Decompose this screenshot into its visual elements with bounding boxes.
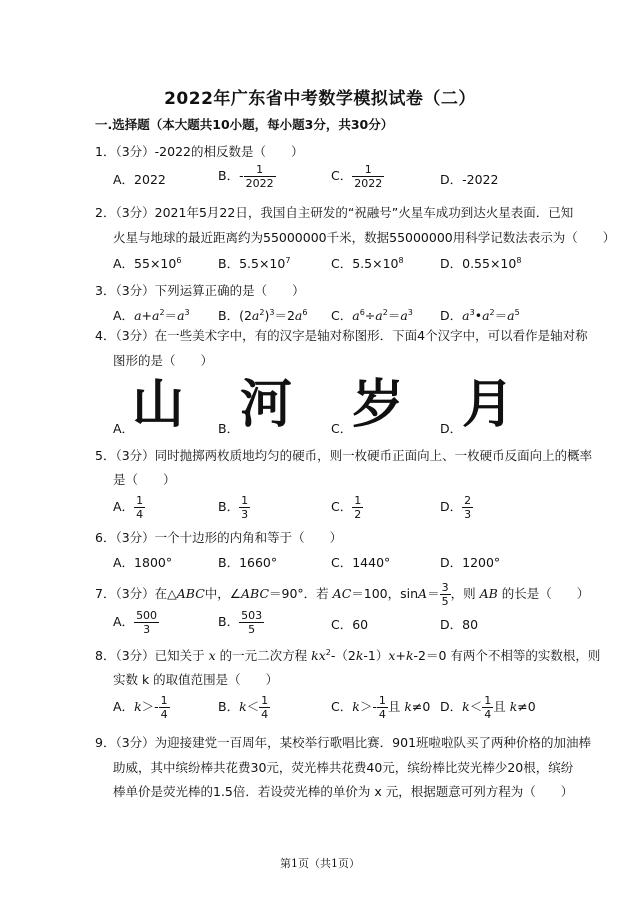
q1-option-c: C． $\frac{1}{2022}$	[331, 163, 383, 190]
q9-line1: 9．（3分）为迎接建党一百周年，某校举行歌唱比赛．901班啦啦队买了两种价格的加油棒	[95, 735, 592, 750]
page-footer: 第1页（共1页）	[280, 857, 360, 870]
q4-char-yue: 月	[462, 375, 515, 435]
q8-line2: 实数 k 的取值范围是（ ）	[113, 672, 279, 687]
q8-option-a: A．k＞- $\frac{1}{4}$	[113, 694, 168, 721]
q7-option-d: D．80	[440, 617, 479, 632]
q2-option-d: D．$0.55\times 10^8$	[440, 255, 522, 271]
q5-option-c: C． $\frac{1}{2}$	[331, 494, 362, 521]
q2-line2: 火星与地球的最近距离约为55000000千米，数据55000000用科学记数法表示为（ ）	[113, 230, 616, 245]
q1-stem: 1．（3分）-2022的相反数是（ ）	[95, 144, 304, 159]
exam-title: 2022年广东省中考数学模拟试卷（二）	[164, 89, 476, 109]
q5-option-d: D． $\frac{2}{3}$	[440, 494, 472, 521]
q7-option-b: B． $\frac{503}{5}$	[218, 609, 263, 636]
q7-option-c: C．60	[331, 617, 369, 632]
q3-option-a: A．$a+a^2=a^3$	[113, 307, 190, 323]
q4-line1: 4．（3分）在一些美术字中，有的汉字是轴对称图形．下面4个汉字中，可以看作是轴对称	[95, 328, 588, 343]
q8-line1: 8．（3分）已知关于 x 的一元二次方程 $kx^2-(2k-1)x+k-2=0$ 有两个不相等的实数根，则	[95, 647, 601, 663]
q5-option-b: B． $\frac{1}{3}$	[218, 494, 249, 521]
q7-option-a: A． $\frac{500}{3}$	[113, 609, 158, 636]
q4-label-c: C．	[331, 421, 353, 436]
q2-option-b: B．$5.5\times 10^7$	[218, 255, 291, 271]
section-heading: 一.选择题（本大题共10小题，每小题3分，共30分）	[95, 117, 394, 132]
q4-label-a: A．	[113, 421, 135, 436]
q9-line2: 助威，其中缤纷棒共花费30元，荧光棒共花费40元，缤纷棒比荧光棒少20根，缤纷	[113, 760, 574, 775]
q9-line3: 棒单价是荧光棒的1.5倍．若设荧光棒的单价为 x 元，根据题意可列方程为（ ）	[113, 784, 574, 799]
q7-stem: 7．（3分）在△ABC中，∠ABC＝90°．若 AC＝100，sinA＝ $\frac{3}{5}$ ，则 AB 的长是（ ）	[95, 581, 590, 608]
q5-line1: 5．（3分）同时抛掷两枚质地均匀的硬币，则一枚硬币正面向上、一枚硬币反面向上的概率	[95, 448, 593, 463]
q2-line1: 2．（3分）2021年5月22日，我国自主研发的“祝融号”火星车成功到达火星表面．已知	[95, 205, 574, 220]
q4-line2: 图形的是（ ）	[113, 353, 214, 368]
q8-option-d: D．k＜ $\frac{1}{4}$ 且 k≠0	[440, 694, 536, 721]
q4-char-sui: 岁	[352, 375, 405, 435]
q2-option-a: A．$55\times 10^6$	[113, 255, 182, 271]
q5-option-a: A． $\frac{1}{4}$	[113, 494, 144, 521]
q2-option-c: C．$5.5\times 10^8$	[331, 255, 404, 271]
q3-stem: 3．（3分）下列运算正确的是（ ）	[95, 283, 305, 298]
q4-char-shan: 山	[132, 375, 185, 435]
q1-option-b: B．- $\frac{1}{2022}$	[218, 163, 274, 190]
q4-label-b: B．	[218, 421, 240, 436]
q6-option-b: B．1660°	[218, 555, 278, 570]
q3-option-b: B．$(2a^2)^3=2a^6$	[218, 307, 308, 323]
q8-option-b: B．k＜ $\frac{1}{4}$	[218, 694, 269, 721]
q6-option-d: D．1200°	[440, 555, 501, 570]
q3-option-d: D．$a^3•a^2=a^5$	[440, 307, 520, 323]
q4-label-d: D．	[440, 421, 463, 436]
q5-line2: 是（ ）	[113, 472, 176, 487]
q6-option-c: C．1440°	[331, 555, 391, 570]
q6-stem: 6．（3分）一个十边形的内角和等于（ ）	[95, 530, 343, 545]
q4-char-he: 河	[240, 375, 293, 435]
q6-option-a: A．1800°	[113, 555, 173, 570]
q1-option-a: A．2022	[113, 172, 166, 187]
q1-option-d: D．-2022	[440, 172, 499, 187]
q3-option-c: C．$a^6\div a^2=a^3$	[331, 307, 413, 323]
q8-option-c: C．k＞- $\frac{1}{4}$ 且 k≠0	[331, 694, 431, 721]
